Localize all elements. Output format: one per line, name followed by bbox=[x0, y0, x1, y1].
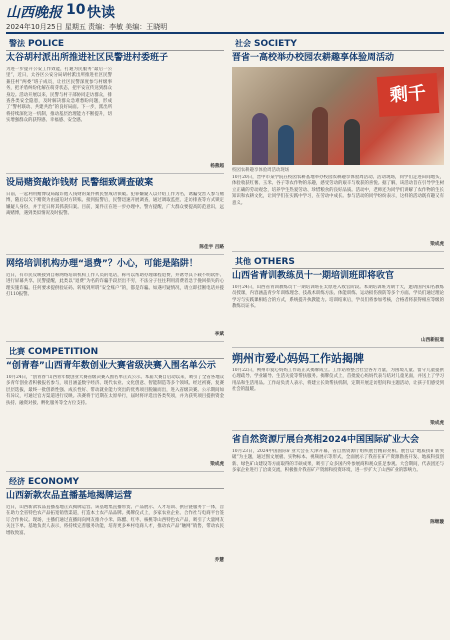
police-body-cont bbox=[118, 67, 224, 163]
divider bbox=[232, 347, 444, 348]
person-figure bbox=[278, 125, 294, 165]
society-kicker: 社会 SOCIETY bbox=[232, 38, 444, 51]
left-column bbox=[6, 38, 224, 563]
society-byline: 梁成虎 bbox=[430, 242, 444, 247]
economy-byline: 乔慧 bbox=[214, 558, 224, 563]
fraud-byline: 陈佳宇 吕路 bbox=[199, 245, 224, 250]
society-headline: 晋省一高校举办校园农耕趣享体验周活动 bbox=[232, 53, 395, 63]
competition-byline: 梁成虎 bbox=[210, 462, 224, 467]
masthead bbox=[0, 0, 450, 34]
police-kicker: 警法 POLICE bbox=[6, 38, 224, 51]
person-figure bbox=[252, 113, 268, 165]
network-byline: 李斌 bbox=[214, 332, 224, 337]
newspaper-logo: 山西晚报 bbox=[6, 5, 62, 21]
economy-kicker: 经济 ECONOMY bbox=[6, 476, 224, 489]
expo-byline: 陈继璇 bbox=[430, 520, 444, 525]
divider bbox=[6, 471, 224, 472]
police-headline: 太谷胡村派出所推进社区民警进村委班子 bbox=[6, 53, 169, 63]
page-number: 10 bbox=[66, 2, 86, 18]
competition-body: 10月24日，“创青春”山西青年数创业大赛省级决赛入围名单正式公示。本届大赛自启动以来，吸引了全省各地众多青年创业者积极报名参与，项目涵盖数字经济、现代农业、文化创意、智能制造等多个领域。经过初赛、复赛层层选拔，最终一批创新性强、成长性好、带动就业能力突出的优秀项目脱颖而出，进入省级决赛。公示期间如有异议，可通过官方渠道进行反映。决赛将于近期在太原举行，届时将评选出各类奖项，并为获奖项目提供资金扶持、融资对接、孵化服务等全方位支持。 bbox=[6, 375, 224, 406]
fraud-body: 日前，一起利用赌博设局敲诈他人钱财的案件被民警成功侦破。犯罪嫌疑人以介绍工作为名，诱骗受害人参与赌博，随后以欠下赌资为由逼迫对方转账。接到报警后，民警迅速开展调查，通过调取监控、走访排查等方式锁定嫌疑人身份，并于近日将其抓获归案。目前，案件正在进一步办理中。警方提醒，广大群众要提高防范意识，远离赌博，遇到类似情况及时报警。 bbox=[6, 192, 224, 217]
fraud-headline: 设局赌资敲诈钱财 民警细致调查破案 bbox=[6, 178, 154, 188]
society-body: 10月20日，晋中市某学院在校园农耕基地举办校园农耕趣享体验周活动。活动现场，同学们走进田间地头，体验收获红薯、玉米、谷子等农作物的乐趣，感受劳动的艰辛与收获的喜悦。据了解，该活动旨在引导学生树立正确的劳动观念，培养学生热爱劳动、珍惜粮食的良好品质。活动中，老师还为同学们讲解了农作物的生长知识和农耕文化，让同学们在实践中学习，在劳动中成长。参与活动的同学纷纷表示，这样的活动既有趣又有意义。 bbox=[232, 175, 444, 206]
divider bbox=[232, 430, 444, 431]
others-byline: 山西新报道 bbox=[421, 338, 444, 343]
section-title: 快读 bbox=[87, 5, 115, 21]
police-article bbox=[6, 67, 224, 163]
parenting-byline: 梁成虎 bbox=[430, 421, 444, 426]
economy-headline: 山西新款农品直播基地揭牌运营 bbox=[6, 491, 133, 501]
police-byline: 杨燕超 bbox=[210, 164, 224, 169]
others-kicker: 其他 OTHERS bbox=[232, 256, 444, 269]
economy-body: 近日，山西新款农品直播基地正式揭牌运营。该基地集直播带货、产品展示、人才培训、供应链服务于一体，旨在助力全省特色农产品拓宽销售渠道，打造本土农产品品牌。揭牌仪式上，多家农业企业、合作社与电商平台签订合作协议。现场，主播们通过直播间向网友推介小米、陈醋、红枣、核桃等山西特色农产品，吸引了大量网友关注下单。基地负责人表示，将持续完善服务功能，培育更多乡村电商人才，推动农产品“触网”销售，带动农民增收致富。 bbox=[6, 505, 224, 536]
divider bbox=[6, 254, 224, 255]
network-body: 近日，有市民反映接到自称网络培训机构工作人员的电话，称可以帮助办理课程退费，并诱导其下载不明软件、进行屏幕共享。民警提醒，此类以“退费”为名的诈骗手段层出不穷，不法分子往往利用消费者急于挽回损失的心理实施诈骗。任何要求提供验证码、转账到所谓“安全账户”的，都是诈骗。如遇可疑情况，请立即挂断电话并拨打110报警。 bbox=[6, 273, 224, 298]
parenting-body: 10月22日，朔州市爱心妈妈工作站正式揭牌成立。工作站将整合社会各方力量，为困境儿童、留守儿童提供心理疏导、学业辅导、生活关爱等帮扶服务。揭牌仪式上，首批爱心妈妈代表与结对儿童见面，并送上了学习用品和生活用品。工作站负责人表示，将建立长效帮扶机制，定期开展走访慰问和主题活动，让孩子们感受到社会的温暖。 bbox=[232, 368, 444, 393]
divider bbox=[6, 173, 224, 174]
person-figure bbox=[344, 119, 360, 165]
network-headline: 网络培训机构办理“退费”？小心，可能是陷阱！ bbox=[6, 259, 198, 269]
expo-headline: 省自然资源厅展台亮相2024中国国际矿业大会 bbox=[232, 435, 420, 445]
expo-body: 10月23日，2024中国国际矿业大会在天津开幕，省自然资源厅组织展台精彩亮相。展台以“地质找矿新突破”为主题，通过图文展板、实物标本、视频展示等形式，全面展示了我省在矿产资源勘查开发、地质科技创新、绿色矿山建设等方面取得的丰硕成果，吸引了众多国内外参展商和观众驻足参观。大会期间，代表团还与多家企业进行了洽谈交流，积极推介我省矿产资源和投资环境，进一步扩大了山西矿业的影响力。 bbox=[232, 449, 444, 474]
person-figure bbox=[312, 107, 328, 165]
competition-kicker: 比赛 COMPETITION bbox=[6, 346, 224, 359]
right-column bbox=[232, 38, 444, 525]
society-photo bbox=[232, 67, 444, 165]
divider bbox=[232, 251, 444, 252]
divider bbox=[6, 341, 224, 342]
parenting-headline: 朔州市爱心妈妈工作站揭牌 bbox=[232, 352, 364, 365]
competition-headline: “创青春”山西青年数创业大赛省级决赛入围名单公示 bbox=[6, 361, 216, 371]
police-body: 为进一步提升公安工作效能，打通为民服务“最后一公里”，近日，太谷区公安分局胡村派出所推进社区民警兼任村“两委”班子成员，让社区民警深度参与村级事务，把矛盾纠纷化解在萌芽状态，把平安宣传送到群众身边。活动开展以来，民警与村干部协同走访群众，排查各类安全隐患，及时解决群众急难愁盼问题，形成了“警村联动、共建共治”的良好局面。下一步，派出所将持续深化这一机制，推动基层治理能力不断提升，切实增强群众的获得感、幸福感、安全感。 bbox=[6, 67, 112, 124]
photo-caption: 校园农耕趣享体验周活动现场 bbox=[232, 168, 290, 173]
others-body: 10月24日，山西省青训教练员十一期培训班在太原进入收官阶段。本期培训班为期十天，邀请国内知名教练员授课，内容涵盖青少年训练理念、技战术训练方法、体能训练、运动损伤预防等多个方面。学员们通过理论学习与实践课相结合的方式，系统提升执教能力。培训结束后，学员们将参加考核，合格者将获得相应等级的教练员证书。 bbox=[232, 285, 444, 310]
dateline: 2024年10月25日 星期五 责编：李敏 美编：王晓明 bbox=[6, 23, 168, 31]
photo-sign: 剩千 bbox=[377, 73, 440, 117]
others-headline: 山西省青训教练员十一期培训班即将收官 bbox=[232, 271, 395, 281]
masthead-rule bbox=[6, 32, 444, 34]
